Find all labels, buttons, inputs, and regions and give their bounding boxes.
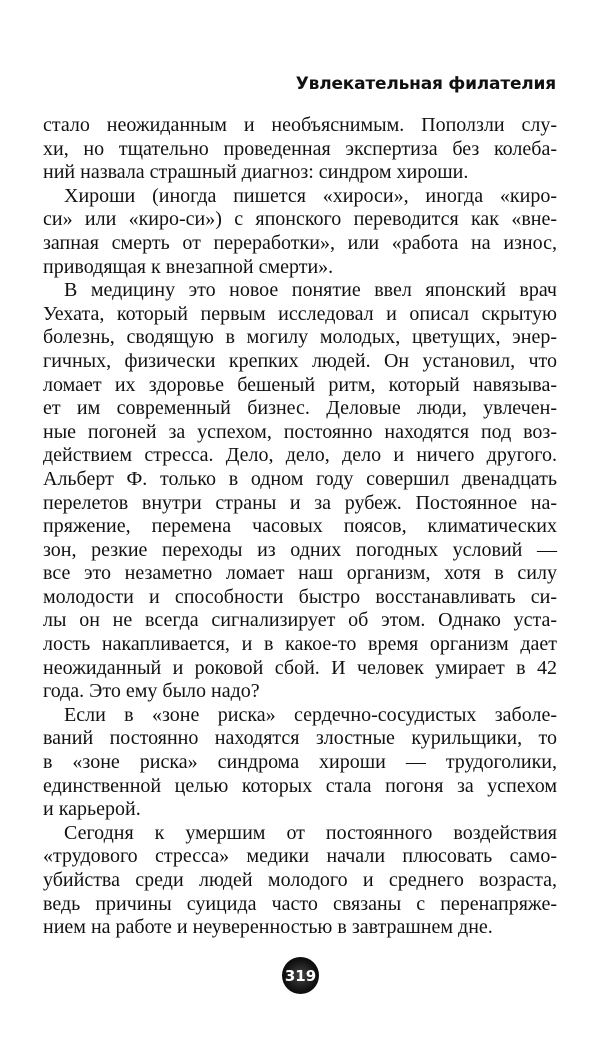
text-line: гичных, физически крепких людей. Он установил, что [43,349,557,372]
text-line: ет им современный бизнес. Деловые люди, увлечен- [43,397,557,420]
text-line: неожиданный и роковой сбой. И человек умирает в 42 [43,656,557,679]
paragraph [43,114,557,185]
text-line: ваний постоянно находятся злостные курильщики, то [43,727,557,750]
text-line: Альберт Ф. только в одном году совершил двенадцать [43,467,557,490]
text-line: Хироши (иногда пишется «хироси», иногда «киро- [64,184,557,207]
text-line: в «зоне риска» синдрома хироши — трудоголики, [43,751,557,774]
text-line: единственной целью которых стала погоня за успехом [43,774,557,797]
text-line: молодости и способности быстро восстанавливать си- [43,585,557,608]
text-line: лость накапливается, и в какое-то время организм дает [43,633,557,656]
text-line: зон, резкие переходы из одних погодных условий — [43,538,557,561]
text-line: В медицину это новое понятие ввел японский врач [64,279,557,302]
text-line: Уехата, который первым исследовал и описал скрытую [43,302,557,325]
text-line: ведь причины суицида часто связаны с перенапряже- [43,892,557,915]
text-line: убийства среди людей молодого и среднего возраста, [43,869,557,891]
paragraph [43,185,557,279]
page-number: 319 [282,957,319,994]
text-line: нием на работе и неуверенностью в завтрашнем дне. [43,916,493,939]
text-line: ний назвала страшный диагноз: синдром хироши. [43,161,469,184]
text-line: ные погоней за успехом, постоянно находятся под воз- [43,420,557,443]
running-header: Увлекательная филателия [295,74,556,94]
text-line: пряжение, перемена часовых поясов, климатических [43,515,557,538]
text-line: действием стресса. Дело, дело, дело и ничего другого. [43,444,557,467]
text-line: все это незаметно ломает наш организм, хотя в силу [43,562,557,585]
paragraph [43,822,557,940]
text-line: болезнь, сводящую в могилу молодых, цветущих, энер- [43,326,557,349]
text-line: года. Это ему было надо? [43,680,260,703]
text-line: запная смерть от переработки», или «работа на износ, [43,231,557,254]
page-body [43,114,557,940]
text-line: Если в «зоне риска» сердечно-сосудистых заболе- [64,703,557,726]
text-line: Сегодня к умершим от постоянного воздействия [64,821,557,844]
text-line: и карьерой. [43,798,141,821]
text-line: хи, но тщательно проведенная экспертиза без колеба- [43,137,557,160]
text-line: стало неожиданным и необъяснимым. Поползли слу- [43,114,557,136]
text-line: «трудового стресса» медики начали плюсовать само- [43,845,557,868]
paragraph [43,704,557,822]
text-line: приводящая к внезапной смерти». [43,255,334,278]
text-line: ломает их здоровье бешеный ритм, который навязыва- [43,373,557,396]
text-line: перелетов внутри страны и за рубеж. Постоянное на- [43,491,557,514]
paragraph [43,279,557,704]
text-line: лы он не всегда сигнализирует об этом. Однако уста- [43,609,557,632]
text-line: си» или «киро-си») с японского переводится как «вне- [43,208,557,231]
